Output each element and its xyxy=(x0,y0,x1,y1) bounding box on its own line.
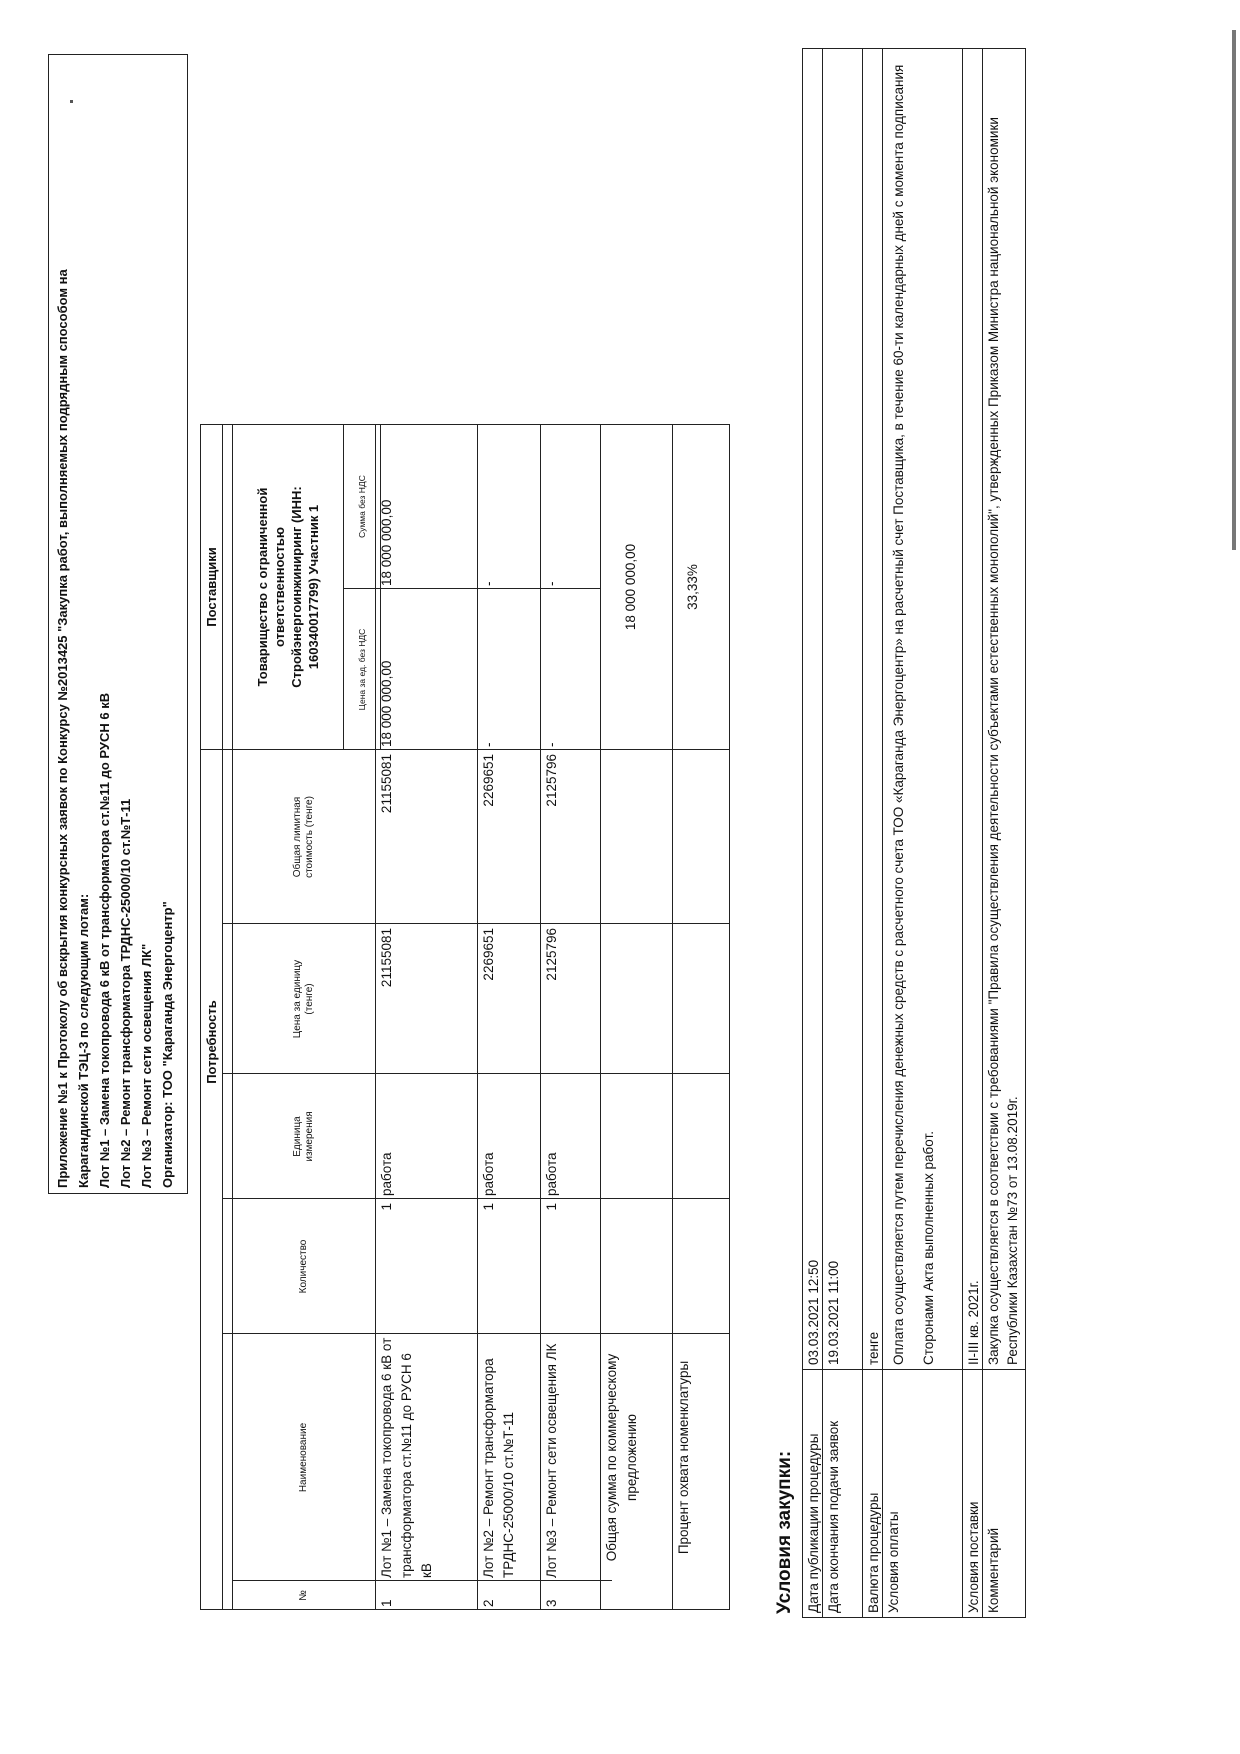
row-supplier-price: 18 000 000,00 xyxy=(379,660,394,747)
conditions-title: Условия закупки: xyxy=(774,1450,795,1614)
col-header-price: Цена за единицу (тенге) xyxy=(291,959,315,1039)
header-line-3: Лот №1 – Замена токопровода 6 кВ от трансформатора ст.№11 до РУСН 6 кВ xyxy=(97,692,112,1188)
row-no: 1 xyxy=(379,1599,394,1607)
row-no: 3 xyxy=(544,1599,559,1607)
row-name: Лот №2 – Ремонт трансформатора ТРДНС-25000/10 ст.№Т-11 xyxy=(481,1358,516,1578)
header-line-6: Организатор: ТОО "Караганда Энергоцентр" xyxy=(160,901,175,1188)
row-total: 21155081 xyxy=(379,754,394,814)
group-header-need: Потребность xyxy=(203,1000,219,1084)
scan-edge-mark xyxy=(1232,30,1236,550)
group-header-suppliers: Поставщики xyxy=(203,547,219,627)
row-name: Лот №3 – Ремонт сети освещения ЛК xyxy=(544,1343,559,1578)
header-line-4: Лот №2 – Ремонт трансформатора ТРДНС-25000/10 ст.№Т-11 xyxy=(118,798,133,1188)
summary-label: Общая сумма по коммерческому предложению xyxy=(604,1353,639,1562)
protocol-header xyxy=(52,58,186,1188)
col-header-total: Общая лимитная стоимость (тенге) xyxy=(291,796,315,878)
condition-label: Дата публикации процедуры xyxy=(806,1433,821,1613)
row-price: 21155081 xyxy=(379,928,394,988)
col-header-qty: Количество xyxy=(297,1239,309,1294)
row-unit: работа xyxy=(481,1152,496,1196)
row-supplier-sum: 18 000 000,00 xyxy=(379,499,394,586)
row-unit: работа xyxy=(379,1152,394,1196)
supplier-name-header: Товарищество с ограниченной ответственностью Стройэнергоинжиниринг (ИНН: 160340017799) Участник 1 xyxy=(254,486,321,688)
row-supplier-price: - xyxy=(544,742,559,747)
row-supplier-price: - xyxy=(481,742,496,747)
coverage-label: Процент охвата номенклатуры xyxy=(676,1360,691,1555)
vat-col-label xyxy=(375,744,377,750)
row-qty: 1 xyxy=(481,1203,496,1211)
condition-value: Закупка осуществляется в соответствии с требованиями "Правила осуществления деятельности субъектами естественных монополий", утвержденных Приказом Министра национальной экономики Республики Казахстан №73 от 13.08.2019г. xyxy=(986,117,1020,1365)
condition-value: 03.03.2021 12:50 xyxy=(806,1259,821,1365)
condition-label: Валюта процедуры xyxy=(866,1492,881,1613)
row-supplier-sum: - xyxy=(544,581,559,586)
coverage-value: 33,33% xyxy=(685,564,700,610)
row-qty: 1 xyxy=(544,1203,559,1211)
condition-label: Условия оплаты xyxy=(886,1511,901,1613)
row-price: 2125796 xyxy=(544,928,559,981)
scan-dot xyxy=(70,100,73,103)
header-line-1: Приложение №1 к Протоколу об вскрытия конкурсных заявок по Конкурсу №2013425 "Закупка работ, выполняемых подрядным способом на xyxy=(55,269,70,1188)
col-header-unit: Единица измерения xyxy=(291,1111,315,1162)
row-supplier-sum: - xyxy=(481,581,496,586)
row-price: 2269651 xyxy=(481,928,496,981)
supplier-sub-price-header: Цена за ед. без НДС xyxy=(356,628,367,711)
row-qty: 1 xyxy=(379,1203,394,1211)
row-name: Лот №1 – Замена токопровода 6 кВ от трансформатора ст.№11 до РУСН 6 кВ xyxy=(379,1337,434,1578)
condition-value: II-III кв. 2021г. xyxy=(966,1280,981,1365)
supplier-sub-sum-header: Сумма без НДС xyxy=(356,475,367,538)
condition-value: 19.03.2021 11:00 xyxy=(826,1260,841,1365)
condition-label: Дата окончания подачи заявок xyxy=(826,1420,841,1613)
condition-label: Условия поставки xyxy=(966,1501,981,1613)
col-header-no: № xyxy=(297,1590,309,1601)
col-header-name: Наименование xyxy=(297,1422,309,1493)
row-total: 2125796 xyxy=(544,754,559,807)
condition-label: Комментарий xyxy=(986,1527,1001,1613)
condition-value: Оплата осуществляется путем перечисления денежных средств с расчетного счета ТОО «Караганда Энергоцентр» на расчетный счет Поставщика, в течение 60-ти календарных дней с момента подписания Сторонами Акта выполненных работ. xyxy=(891,64,936,1365)
row-unit: работа xyxy=(544,1152,559,1196)
summary-value: 18 000 000,00 xyxy=(623,543,638,631)
header-line-5: Лот №3 – Ремонт сети освещения ЛК" xyxy=(139,943,154,1188)
row-total: 2269651 xyxy=(481,754,496,807)
row-no: 2 xyxy=(481,1599,496,1607)
condition-value: тенге xyxy=(866,1331,881,1365)
header-line-2: Карагандинской ТЭЦ-3 по следующим лотам: xyxy=(76,893,91,1188)
